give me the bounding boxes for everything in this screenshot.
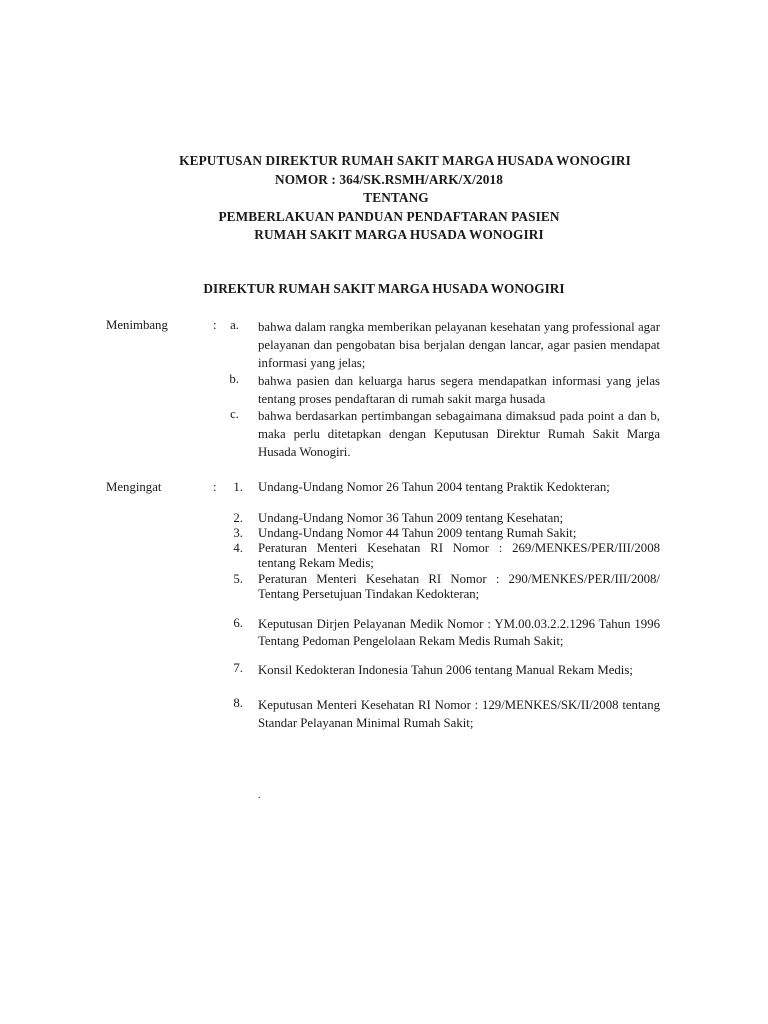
mengingat-item-marker: 2. <box>233 511 243 525</box>
menimbang-item-marker: a. <box>230 318 239 332</box>
document-title-block <box>0 152 768 245</box>
mengingat-item-text: Keputusan Menteri Kesehatan RI Nomor : 129/MENKES/SK/II/2008 tentang Standar Pelayanan Minimal Rumah Sakit; <box>258 698 660 730</box>
menimbang-colon: : <box>213 318 217 332</box>
menimbang-item-text: bahwa dalam rangka memberikan pelayanan kesehatan yang professional agar pelayanan dan pengobatan bisa berjalan dengan lancar, agar pasien mendapat informasi yang jelas; <box>258 320 660 370</box>
mengingat-item-marker: 1. <box>233 480 243 494</box>
menimbang-label: Menimbang <box>106 318 168 332</box>
mengingat-item-text: Undang-Undang Nomor 26 Tahun 2004 tentang Praktik Kedokteran; <box>258 480 610 494</box>
title-line-subject: PEMBERLAKUAN PANDUAN PENDAFTARAN PASIEN <box>218 208 560 224</box>
mengingat-item-text: Undang-Undang Nomor 36 Tahun 2009 tentang Kesehatan; <box>258 511 564 525</box>
title-line-about: TENTANG <box>363 190 429 205</box>
menimbang-item-marker: c. <box>230 407 239 421</box>
mengingat-item-marker: 7. <box>233 661 243 675</box>
mengingat-item-text: Konsil Kedokteran Indonesia Tahun 2006 tentang Manual Rekam Medis; <box>258 663 633 677</box>
menimbang-item-marker: b. <box>229 372 239 386</box>
mengingat-item-text: Peraturan Menteri Kesehatan RI Nomor : 290/MENKES/PER/III/2008/ Tentang Persetujuan Tindakan Kedokteran; <box>258 572 660 601</box>
title-line-decree: KEPUTUSAN DIREKTUR RUMAH SAKIT MARGA HUSADA WONOGIRI <box>179 153 631 168</box>
mengingat-item-marker: 3. <box>233 526 243 540</box>
director-heading <box>0 281 768 297</box>
menimbang-item-text: bahwa pasien dan keluarga harus segera mendapatkan informasi yang jelas tentang proses pendaftaran di rumah sakit marga husada <box>258 374 660 406</box>
mengingat-item-marker: 5. <box>233 572 243 586</box>
mengingat-label: Mengingat <box>106 480 162 494</box>
mengingat-item-marker: 8. <box>233 696 243 710</box>
mengingat-item-marker: 6. <box>233 616 243 630</box>
stray-mark: . <box>258 790 261 801</box>
mengingat-item-text: Peraturan Menteri Kesehatan RI Nomor : 269/MENKES/PER/III/2008 tentang Rekam Medis; <box>258 541 660 570</box>
mengingat-item-text: Keputusan Dirjen Pelayanan Medik Nomor : YM.00.03.2.2.1296 Tahun 1996 Tentang Pedoman Pengelolaan Rekam Medis Rumah Sakit; <box>258 617 660 648</box>
title-line-number: NOMOR : 364/SK.RSMH/ARK/X/2018 <box>275 171 503 187</box>
mengingat-item-text: Undang-Undang Nomor 44 Tahun 2009 tentang Rumah Sakit; <box>258 526 577 540</box>
mengingat-colon: : <box>213 480 217 494</box>
mengingat-item-marker: 4. <box>233 541 243 555</box>
menimbang-item-text: bahwa berdasarkan pertimbangan sebagaimana dimaksud pada point a dan b, maka perlu ditetapkan dengan Keputusan Direktur Rumah Sakit Marga Husada Wonogiri. <box>258 409 660 459</box>
director-heading-text: DIREKTUR RUMAH SAKIT MARGA HUSADA WONOGIRI <box>203 281 565 296</box>
title-line-hospital: RUMAH SAKIT MARGA HUSADA WONOGIRI <box>254 227 544 242</box>
